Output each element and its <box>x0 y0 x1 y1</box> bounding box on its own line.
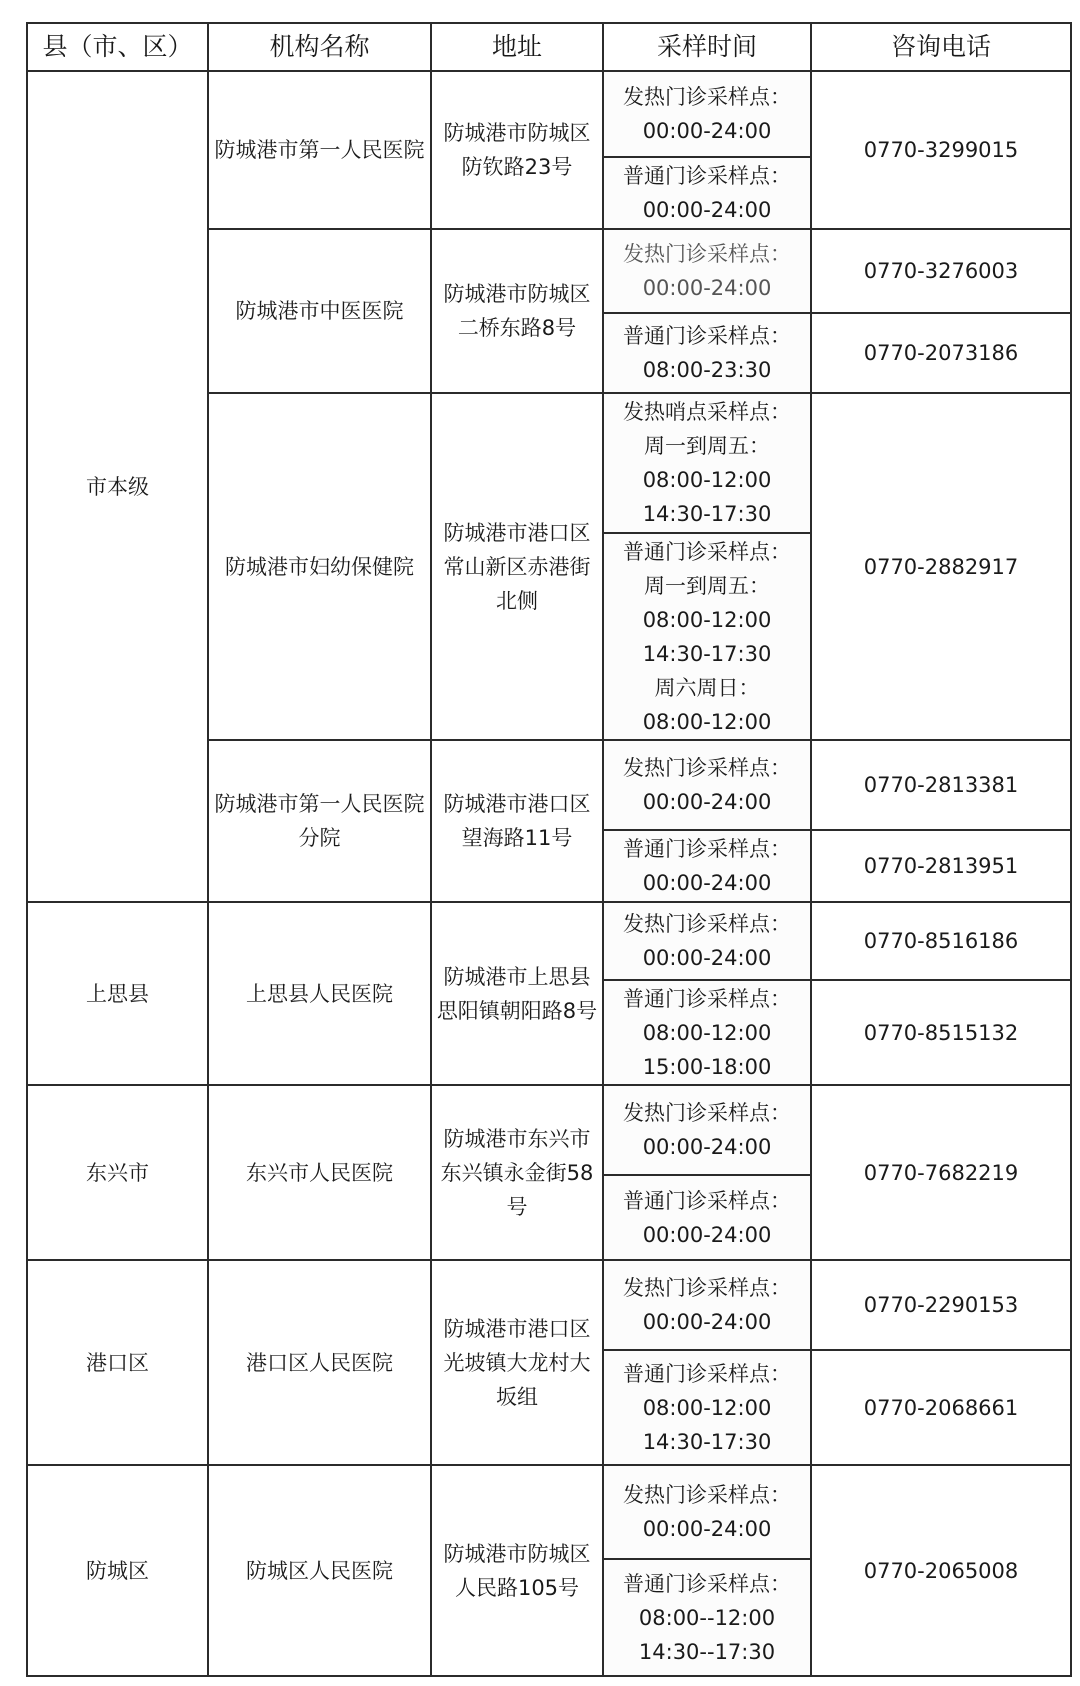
institution-name: 防城港市第一人民医院 分院 <box>208 740 431 902</box>
institution-address: 防城港市上思县 思阳镇朝阳路8号 <box>431 902 603 1085</box>
table-row <box>27 1260 1071 1350</box>
table-row <box>27 71 1071 157</box>
sampling-time-general: 普通门诊采样点： 08:00-12:00 15:00-18:00 <box>603 980 811 1085</box>
phone-number: 0770-2073186 <box>811 313 1071 393</box>
header-phone: 咨询电话 <box>811 23 1071 71</box>
sampling-time-fever: 发热门诊采样点： 00:00-24:00 <box>603 1260 811 1350</box>
phone-number: 0770-2065008 <box>811 1465 1071 1676</box>
institution-name: 防城港市妇幼保健院 <box>208 393 431 740</box>
phone-number: 0770-8516186 <box>811 902 1071 980</box>
institution-address: 防城港市港口区 望海路11号 <box>431 740 603 902</box>
phone-number: 0770-2290153 <box>811 1260 1071 1350</box>
phone-number: 0770-2813381 <box>811 740 1071 830</box>
sampling-time-general: 普通门诊采样点： 08:00-12:00 14:30-17:30 <box>603 1350 811 1465</box>
county-cell: 上思县 <box>27 902 208 1085</box>
sampling-time-fever: 发热门诊采样点： 00:00-24:00 <box>603 1085 811 1175</box>
sampling-time-fever: 发热门诊采样点： 00:00-24:00 <box>603 1465 811 1559</box>
sampling-time-general: 普通门诊采样点： 00:00-24:00 <box>603 1175 811 1260</box>
sampling-time-general: 普通门诊采样点： 00:00-24:00 <box>603 830 811 902</box>
sampling-time-general: 普通门诊采样点： 周一到周五： 08:00-12:00 14:30-17:30 周六周日： 08:00-12:00 <box>603 533 811 740</box>
institution-name: 东兴市人民医院 <box>208 1085 431 1260</box>
table-row <box>27 1465 1071 1559</box>
county-cell: 市本级 <box>27 71 208 902</box>
table-row <box>27 902 1071 980</box>
phone-number: 0770-3276003 <box>811 229 1071 313</box>
header-sampling-time: 采样时间 <box>603 23 811 71</box>
institution-name: 防城区人民医院 <box>208 1465 431 1676</box>
header-county: 县（市、区） <box>27 23 208 71</box>
institution-address: 防城港市防城区 防钦路23号 <box>431 71 603 229</box>
sampling-time-general: 普通门诊采样点： 08:00-23:30 <box>603 313 811 393</box>
sampling-time-general: 普通门诊采样点： 00:00-24:00 <box>603 157 811 229</box>
institution-address: 防城港市港口区 常山新区赤港街 北侧 <box>431 393 603 740</box>
phone-number: 0770-3299015 <box>811 71 1071 229</box>
table-row <box>27 1085 1071 1175</box>
sampling-time-fever: 发热门诊采样点： 00:00-24:00 <box>603 229 811 313</box>
county-cell: 港口区 <box>27 1260 208 1465</box>
sampling-time-fever: 发热门诊采样点： 00:00-24:00 <box>603 740 811 830</box>
phone-number: 0770-8515132 <box>811 980 1071 1085</box>
phone-number: 0770-2882917 <box>811 393 1071 740</box>
phone-number: 0770-2813951 <box>811 830 1071 902</box>
institution-address: 防城港市防城区 二桥东路8号 <box>431 229 603 393</box>
institution-name: 港口区人民医院 <box>208 1260 431 1465</box>
institution-address: 防城港市防城区 人民路105号 <box>431 1465 603 1676</box>
sampling-time-fever: 发热门诊采样点： 00:00-24:00 <box>603 902 811 980</box>
header-institution: 机构名称 <box>208 23 431 71</box>
phone-number: 0770-7682219 <box>811 1085 1071 1260</box>
sampling-sites-table <box>26 22 1072 1677</box>
table-header-row <box>27 23 1071 71</box>
institution-address: 防城港市港口区 光坡镇大龙村大 坂组 <box>431 1260 603 1465</box>
institution-name: 上思县人民医院 <box>208 902 431 1085</box>
header-address: 地址 <box>431 23 603 71</box>
sampling-time-fever: 发热门诊采样点： 00:00-24:00 <box>603 71 811 157</box>
institution-address: 防城港市东兴市 东兴镇永金街58 号 <box>431 1085 603 1260</box>
sampling-time-general: 普通门诊采样点： 08:00--12:00 14:30--17:30 <box>603 1559 811 1676</box>
institution-name: 防城港市中医医院 <box>208 229 431 393</box>
sampling-time-fever: 发热哨点采样点： 周一到周五： 08:00-12:00 14:30-17:30 <box>603 393 811 533</box>
phone-number: 0770-2068661 <box>811 1350 1071 1465</box>
county-cell: 防城区 <box>27 1465 208 1676</box>
institution-name: 防城港市第一人民医院 <box>208 71 431 229</box>
county-cell: 东兴市 <box>27 1085 208 1260</box>
